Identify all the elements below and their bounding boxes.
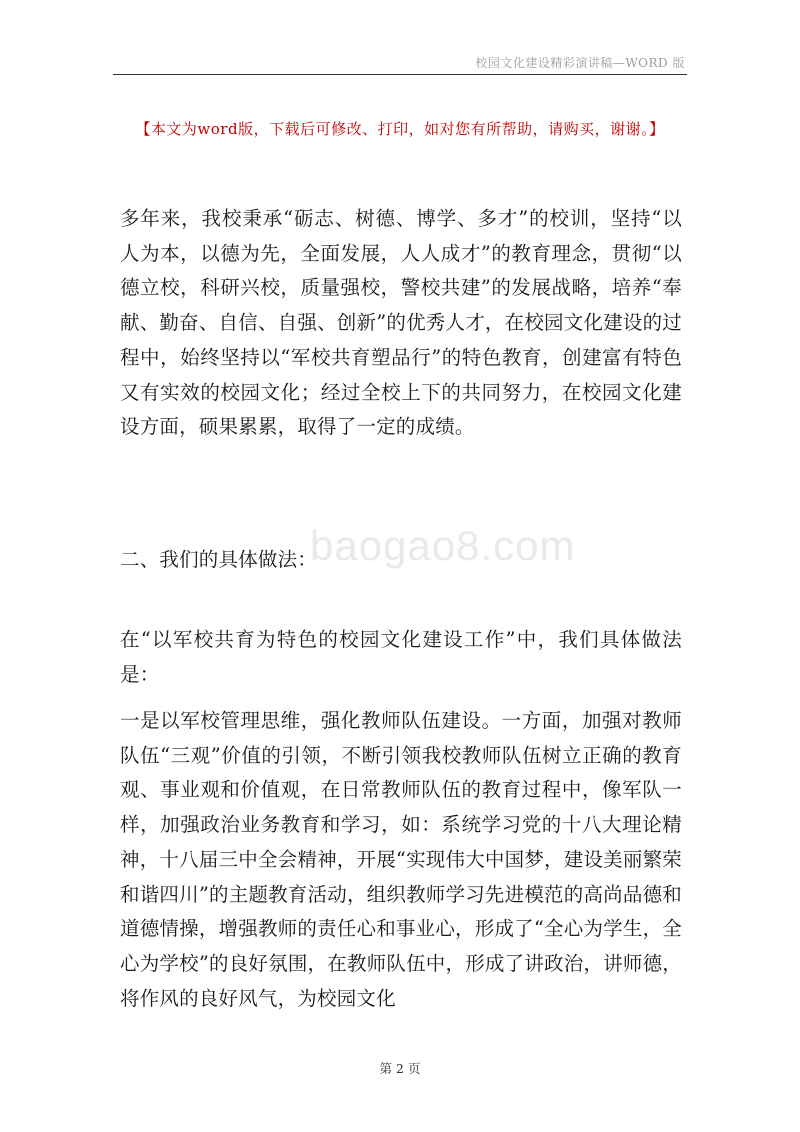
header-divider xyxy=(113,74,687,75)
section-heading: 二、我们的具体做法： xyxy=(120,548,318,571)
body-paragraph: 在“以军校共育为特色的校园文化建设工作”中，我们具体做法是： xyxy=(120,628,682,686)
page-number: 第 2 页 xyxy=(379,1061,421,1076)
watermark-text: baogao8.com xyxy=(310,522,576,569)
body-paragraph: 一是以军校管理思维，强化教师队伍建设。一方面，加强对教师队伍“三观”价值的引领，不断引领我校教师队伍树立正确的教育观、事业观和价值观，在日常教师队伍的教育过程中，像军队一样，加强政治业务教育和学习，如：系统学习党的十八大理论精神，十八届三中全会精神，开展“实现伟大中国梦，建设美丽繁荣和谐四川”的主题教育活动，组织教师学习先进模范的高尚品德和道德情操，增强教师的责任心和事业心，形成了“全心为学生，全心为学校”的良好氛围，在教师队伍中，形成了讲政治，讲师德，将作风的良好风气，为校园文化 xyxy=(120,709,682,1010)
download-notice: 【本文为word版，下载后可修改、打印，如对您有所帮助，请购买，谢谢。】 xyxy=(135,120,665,138)
page-header-title: 校园文化建设精彩演讲稿—WORD 版 xyxy=(475,56,685,70)
body-paragraph: 多年来，我校秉承“砺志、树德、博学、多才”的校训，坚持“以人为本，以德为先，全面发展，人人成才”的教育理念，贯彻“以德立校，科研兴校，质量强校，警校共建”的发展战略，培养“奉献、勤奋、自信、自强、创新”的优秀人才，在校园文化建设的过程中，始终坚持以“军校共育塑品行”的特色教育，创建富有特色又有实效的校园文化；经过全校上下的共同努力，在校园文化建设方面，硕果累累，取得了一定的成绩。 xyxy=(120,207,682,439)
